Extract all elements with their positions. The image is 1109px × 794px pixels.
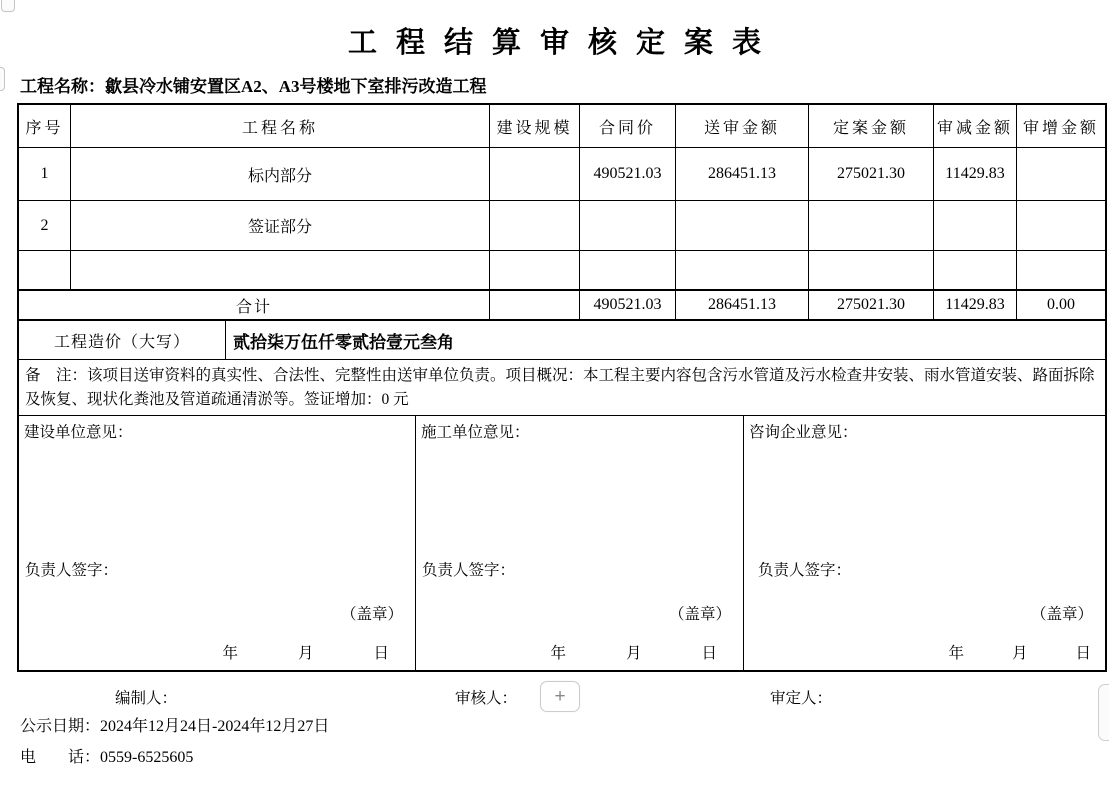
opinion-box-construction-unit xyxy=(19,416,415,670)
cell-submitted: 286451.13 xyxy=(675,148,808,200)
year-label: 年 xyxy=(222,645,238,662)
seal-label: （盖章） xyxy=(668,606,731,623)
date-line xyxy=(948,641,1091,663)
table-row xyxy=(19,200,1105,250)
cell-contract: 490521.03 xyxy=(579,148,675,200)
header-scale: 建设规模 xyxy=(489,105,579,147)
remark-row xyxy=(19,359,1105,415)
month-label: 月 xyxy=(1011,645,1028,662)
cell-submitted xyxy=(675,251,808,289)
cost-in-words-label: 工程造价（大写） xyxy=(53,333,190,351)
cell-reduced xyxy=(933,251,1016,289)
month-label: 月 xyxy=(297,645,314,662)
cell-contract xyxy=(579,251,675,289)
opinion-row xyxy=(19,415,1105,670)
header-seq: 序号 xyxy=(25,119,64,137)
cell-scale xyxy=(489,201,579,250)
total-row xyxy=(19,289,1105,319)
cell-increased xyxy=(1016,251,1105,289)
cell-reduced: 11429.83 xyxy=(933,148,1016,200)
opinion-label: 施工单位意见： xyxy=(421,424,530,441)
cell-seq xyxy=(19,251,70,289)
total-scale xyxy=(489,291,579,319)
table-row xyxy=(19,250,1105,289)
year-label: 年 xyxy=(948,645,964,662)
sign-label: 负责人签字： xyxy=(422,562,516,579)
cell-finalized xyxy=(808,251,933,289)
total-label: 合计 xyxy=(235,298,272,316)
cell-contract xyxy=(579,201,675,250)
header-project-name: 工程名称 xyxy=(70,105,489,147)
cell-increased xyxy=(1016,148,1105,200)
header-reduced-amount: 审减金额 xyxy=(933,105,1016,147)
cost-in-words-value: 贰拾柒万伍仟零贰拾壹元叁角 xyxy=(225,321,1105,359)
opinion-box-contractor-unit xyxy=(415,416,743,670)
phone-line xyxy=(20,744,193,767)
cell-reduced xyxy=(933,201,1016,250)
phone-label: 电 话： xyxy=(20,749,101,766)
remark-text: 备 注：该项目送审资料的真实性、合法性、完整性由送审单位负责。项目概况：本工程主要内容包含污水管道及污水检查井安装、雨水管道安装、路面拆除及恢复、现状化粪池及管道疏通清淤等。签证增加：0 元 xyxy=(25,367,1095,409)
approver-label: 审定人： xyxy=(770,690,833,707)
cell-scale xyxy=(489,148,579,200)
clipped-edge-button-left[interactable] xyxy=(0,67,5,91)
opinion-label: 咨询企业意见： xyxy=(749,424,858,441)
cell-seq: 1 xyxy=(40,165,49,182)
publicity-date-label: 公示日期： xyxy=(20,718,101,735)
cell-finalized xyxy=(808,201,933,250)
phone-value: 0559-6525605 xyxy=(100,749,194,766)
day-label: 日 xyxy=(1075,645,1091,662)
project-name-line xyxy=(20,72,487,97)
day-label: 日 xyxy=(701,645,717,662)
month-label: 月 xyxy=(625,645,642,662)
clipped-edge-button-right[interactable] xyxy=(1098,684,1109,741)
publicity-date-value: 2024年12月24日-2024年12月27日 xyxy=(100,718,330,735)
seal-label: （盖章） xyxy=(1030,606,1093,623)
header-contract-price: 合同价 xyxy=(579,105,675,147)
seal-label: （盖章） xyxy=(340,606,403,623)
total-finalized: 275021.30 xyxy=(808,291,933,319)
total-submitted: 286451.13 xyxy=(675,291,808,319)
year-label: 年 xyxy=(550,645,566,662)
date-line xyxy=(550,641,717,663)
preparer-label: 编制人： xyxy=(115,690,178,707)
cell-submitted xyxy=(675,201,808,250)
table-row xyxy=(19,147,1105,200)
cell-increased xyxy=(1016,201,1105,250)
cell-name: 签证部分 xyxy=(70,201,489,250)
page-title: 工程结算审核定案表 xyxy=(347,27,780,59)
cost-in-words-row xyxy=(19,319,1105,359)
clipped-edge-button-top[interactable] xyxy=(1,0,15,12)
cell-finalized: 275021.30 xyxy=(808,148,933,200)
project-name-value: 歙县冷水铺安置区A2、A3号楼地下室排污改造工程 xyxy=(105,77,487,96)
opinion-box-consulting-firm xyxy=(743,416,1105,670)
header-finalized-amount: 定案金额 xyxy=(808,105,933,147)
publicity-date-line xyxy=(20,713,329,736)
table-header-row xyxy=(19,105,1105,147)
header-submitted-amount: 送审金额 xyxy=(675,105,808,147)
add-button[interactable]: + xyxy=(540,681,580,712)
date-line xyxy=(222,641,389,663)
cell-name: 标内部分 xyxy=(70,148,489,200)
cell-seq: 2 xyxy=(40,216,49,234)
header-increased-amount: 审增金额 xyxy=(1016,105,1105,147)
total-contract: 490521.03 xyxy=(579,291,675,319)
audit-table xyxy=(17,103,1107,672)
total-reduced: 11429.83 xyxy=(933,291,1016,319)
day-label: 日 xyxy=(373,645,389,662)
project-name-label: 工程名称： xyxy=(20,77,105,96)
opinion-label: 建设单位意见： xyxy=(24,424,133,441)
sign-label: 负责人签字： xyxy=(25,562,119,579)
total-increased: 0.00 xyxy=(1016,291,1105,319)
cell-scale xyxy=(489,251,579,289)
reviewer-label: 审核人： xyxy=(455,690,518,707)
sign-label: 负责人签字： xyxy=(758,562,852,579)
cell-name xyxy=(70,251,489,289)
